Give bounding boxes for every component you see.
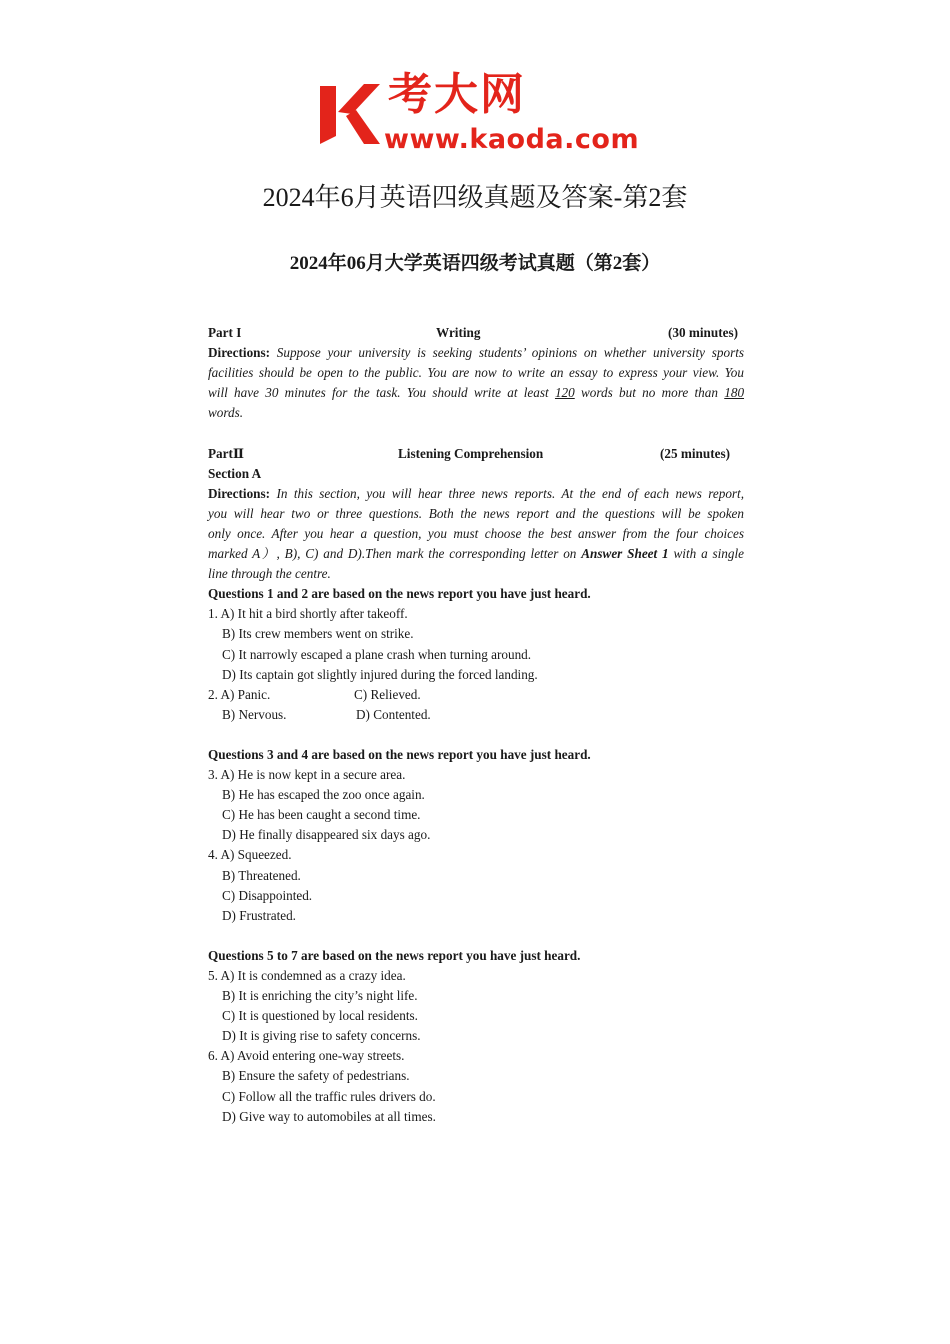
- part2-directions-line: [208, 484, 744, 504]
- exam-subtitle: 2024年06月大学英语四级考试真题（第2套）: [289, 253, 661, 274]
- directions-label: Directions:: [208, 485, 271, 501]
- option-5c: C) It is questioned by local residents.: [222, 1008, 418, 1024]
- answer-sheet-ref: Answer Sheet 1: [581, 546, 669, 562]
- part1-directions-line: [208, 383, 744, 403]
- option-3d: D) He finally disappeared six days ago.: [222, 827, 431, 843]
- part1-time: (30 minutes): [668, 325, 738, 340]
- part1-directions-line: [208, 343, 744, 363]
- option-2b: B) Nervous.: [222, 706, 287, 722]
- question-2-row-1: [208, 685, 744, 705]
- question-group-heading: Questions 1 and 2 are based on the news report you have just heard.: [208, 586, 591, 602]
- part2-name: Listening Comprehension: [398, 445, 544, 461]
- document-title: 2024年6月英语四级真题及答案-第2套: [262, 183, 688, 212]
- part2-directions-line: line through the centre.: [208, 566, 331, 582]
- part2-directions-line: [208, 544, 744, 564]
- k-logo-icon: [318, 78, 382, 148]
- question-2-row-2: [208, 705, 744, 725]
- part2-directions-line: you will hear two or three questions. Both the news report and the questions will be spoken: [208, 505, 744, 521]
- min-words: 120: [554, 385, 575, 401]
- option-2d: D) Contented.: [356, 706, 431, 722]
- section-a-label: Section A: [208, 465, 262, 481]
- part2-directions-line: only once. After you hear a question, you must choose the best answer from the four choices: [208, 525, 744, 541]
- part1-directions-line: facilities should be open to the public. You are now to write an essay to express your view. You: [208, 365, 744, 381]
- option-4a: 4. A) Squeezed.: [208, 847, 292, 863]
- option-3b: B) He has escaped the zoo once again.: [222, 787, 425, 803]
- option-1c: C) It narrowly escaped a plane crash when turning around.: [222, 646, 532, 662]
- option-1b: B) Its crew members went on strike.: [222, 626, 414, 642]
- option-4c: C) Disappointed.: [222, 887, 313, 903]
- option-6c: C) Follow all the traffic rules drivers do.: [222, 1088, 436, 1104]
- option-2c: C) Relieved.: [354, 686, 421, 702]
- option-5a: 5. A) It is condemned as a crazy idea.: [208, 968, 406, 983]
- directions-label: Directions:: [208, 345, 271, 361]
- part1-label: Part I: [208, 325, 242, 340]
- directions-text: will have 30 minutes for the task. You should write at least: [208, 385, 549, 401]
- option-3a: 3. A) He is now kept in a secure area.: [208, 767, 406, 783]
- directions-text: marked A）, B), C) and D).Then mark the corresponding letter on: [208, 546, 577, 562]
- part1-name: Writing: [436, 325, 481, 340]
- part2-time: (25 minutes): [660, 445, 730, 461]
- option-2a: 2. A) Panic.: [208, 686, 271, 702]
- directions-text: with a single: [673, 546, 745, 562]
- option-1d: D) Its captain got slightly injured during the forced landing.: [222, 666, 538, 682]
- part2-header: [208, 444, 744, 464]
- directions-text: Suppose your university is seeking students’ opinions on whether university sports: [276, 345, 745, 361]
- option-5b: B) It is enriching the city’s night life.: [222, 988, 418, 1004]
- directions-text: In this section, you will hear three news reports. At the end of each news report,: [276, 485, 745, 501]
- kaoda-logo: [318, 69, 648, 164]
- part1-directions-line: words.: [208, 405, 244, 421]
- option-4d: D) Frustrated.: [222, 907, 296, 923]
- option-6b: B) Ensure the safety of pedestrians.: [222, 1068, 410, 1084]
- logo-url-text: www.kaoda.com: [384, 124, 640, 155]
- part1-header: [208, 323, 744, 343]
- option-3c: C) He has been caught a second time.: [222, 807, 421, 823]
- part2-label: PartⅡ: [208, 445, 245, 461]
- question-group-heading: Questions 5 to 7 are based on the news report you have just heard.: [208, 947, 581, 963]
- option-4b: B) Threatened.: [222, 867, 301, 883]
- option-5d: D) It is giving rise to safety concerns.: [222, 1028, 421, 1044]
- max-words: 180: [724, 385, 745, 401]
- question-group-heading: Questions 3 and 4 are based on the news report you have just heard.: [208, 746, 591, 762]
- option-1a: 1. A) It hit a bird shortly after takeoff.: [208, 606, 408, 622]
- option-6a: 6. A) Avoid entering one-way streets.: [208, 1048, 405, 1064]
- option-6d: D) Give way to automobiles at all times.: [222, 1108, 436, 1124]
- document-body: [208, 323, 744, 1127]
- logo-brand-text: 考大网: [388, 69, 526, 120]
- directions-text: words but no more than: [581, 385, 718, 401]
